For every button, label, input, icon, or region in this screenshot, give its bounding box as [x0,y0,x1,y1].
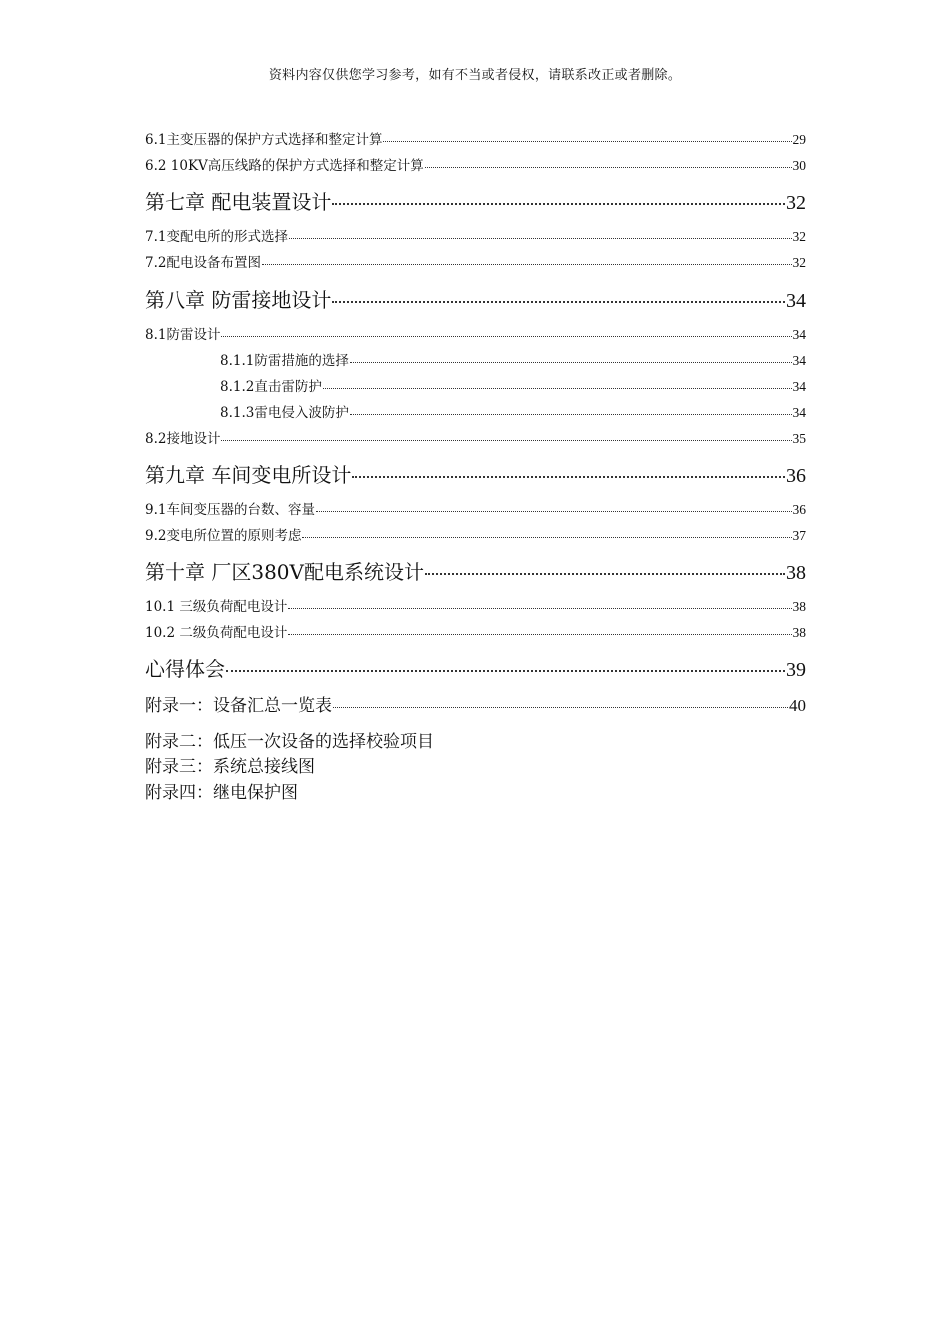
toc-entry-title: 8.1.2直击雷防护 [220,379,322,395]
toc-chapter-9[interactable] [145,459,806,488]
toc-entry-appendix-3[interactable]: 附录三：系统总接线图 [145,757,315,777]
toc-leader-dots [288,634,791,635]
toc-entry-7-1[interactable] [145,225,806,245]
toc-leader-dots [332,301,785,303]
toc-entry-page: 34 [792,405,806,420]
toc-entry-8-1-3[interactable] [220,401,806,421]
toc-leader-dots [323,388,792,389]
toc-entry-page: 32 [792,255,806,270]
toc-entry-title: 第八章 防雷接地设计 [145,288,332,312]
toc-entry-page: 34 [792,379,806,394]
toc-leader-dots [226,670,785,672]
toc-entry-10-1[interactable] [145,595,806,615]
toc-leader-dots [333,707,788,708]
toc-entry-page: 34 [792,353,806,368]
toc-entry-page: 29 [792,132,806,147]
toc-entry-9-1[interactable] [145,498,806,518]
toc-entry-title: 6.2 10KV高压线路的保护方式选择和整定计算 [145,158,424,174]
toc-leader-dots [332,203,785,205]
toc-entry-8-1-1[interactable] [220,349,806,369]
toc-entry-page: 36 [792,502,806,517]
toc-entry-title: 附录一：设备汇总一览表 [145,696,332,716]
toc-entry-appendix-1[interactable] [145,691,806,716]
toc-leader-dots [316,511,792,512]
toc-leader-dots [352,476,785,478]
toc-entry-title: 7.1变配电所的形式选择 [145,229,288,245]
toc-entry-title: 10.2 二级负荷配电设计 [145,625,288,641]
toc-entry-title: 8.2接地设计 [145,431,221,447]
toc-entry-title: 6.1主变压器的保护方式选择和整定计算 [145,132,383,148]
toc-leader-dots [262,264,792,265]
toc-leader-dots [350,362,792,363]
toc-entry-10-2[interactable] [145,621,806,641]
toc-entry-title: 9.2变电所位置的原则考虑 [145,528,302,544]
page-header-notice: 资料内容仅供您学习参考，如有不当或者侵权，请联系改正或者删除。 [268,68,682,83]
toc-leader-dots [425,167,792,168]
toc-entry-title: 8.1.1防雷措施的选择 [220,353,349,369]
toc-entry-reflections[interactable] [145,653,806,682]
toc-entry-page: 35 [792,431,806,446]
toc-leader-dots [221,440,791,441]
toc-leader-dots [383,141,791,142]
toc-entry-page: 32 [786,192,806,214]
toc-entry-page: 32 [792,229,806,244]
toc-chapter-7[interactable] [145,186,806,215]
toc-entry-page: 37 [792,528,806,543]
toc-entry-title: 第九章 车间变电所设计 [145,463,352,487]
toc-entry-8-1[interactable] [145,323,806,343]
toc-entry-page: 38 [792,599,806,614]
toc-entry-page: 34 [786,290,806,312]
toc-entry-6-2[interactable] [145,154,806,174]
toc-entry-title: 7.2配电设备布置图 [145,255,261,271]
toc-entry-page: 34 [792,327,806,342]
toc-entry-title: 心得体会 [145,657,225,681]
toc-entry-page: 38 [792,625,806,640]
toc-entry-9-2[interactable] [145,524,806,544]
toc-entry-page: 40 [789,696,806,715]
toc-entry-title: 8.1.3雷电侵入波防护 [220,405,349,421]
toc-entry-title: 第七章 配电装置设计 [145,190,332,214]
toc-chapter-8[interactable] [145,284,806,313]
toc-leader-dots [425,573,785,575]
toc-leader-dots [302,537,791,538]
toc-entry-page: 39 [786,659,806,681]
toc-leader-dots [350,414,792,415]
toc-entry-8-2[interactable] [145,427,806,447]
toc-leader-dots [289,238,792,239]
toc-entry-page: 38 [786,562,806,584]
toc-entry-title: 8.1防雷设计 [145,327,221,343]
toc-entry-appendix-4[interactable]: 附录四：继电保护图 [145,783,298,803]
toc-leader-dots [288,608,791,609]
toc-entry-page: 36 [786,465,806,487]
toc-entry-title: 9.1车间变压器的台数、容量 [145,502,315,518]
toc-entry-6-1[interactable] [145,128,806,148]
toc-entry-title: 10.1 三级负荷配电设计 [145,599,288,615]
toc-chapter-10[interactable] [145,556,806,585]
toc-entry-appendix-2[interactable]: 附录二：低压一次设备的选择校验项目 [145,732,434,752]
toc-entry-7-2[interactable] [145,251,806,271]
toc-entry-title: 第十章 厂区380V配电系统设计 [145,560,424,584]
toc-leader-dots [221,336,791,337]
toc-entry-8-1-2[interactable] [220,375,806,395]
toc-entry-page: 30 [792,158,806,173]
